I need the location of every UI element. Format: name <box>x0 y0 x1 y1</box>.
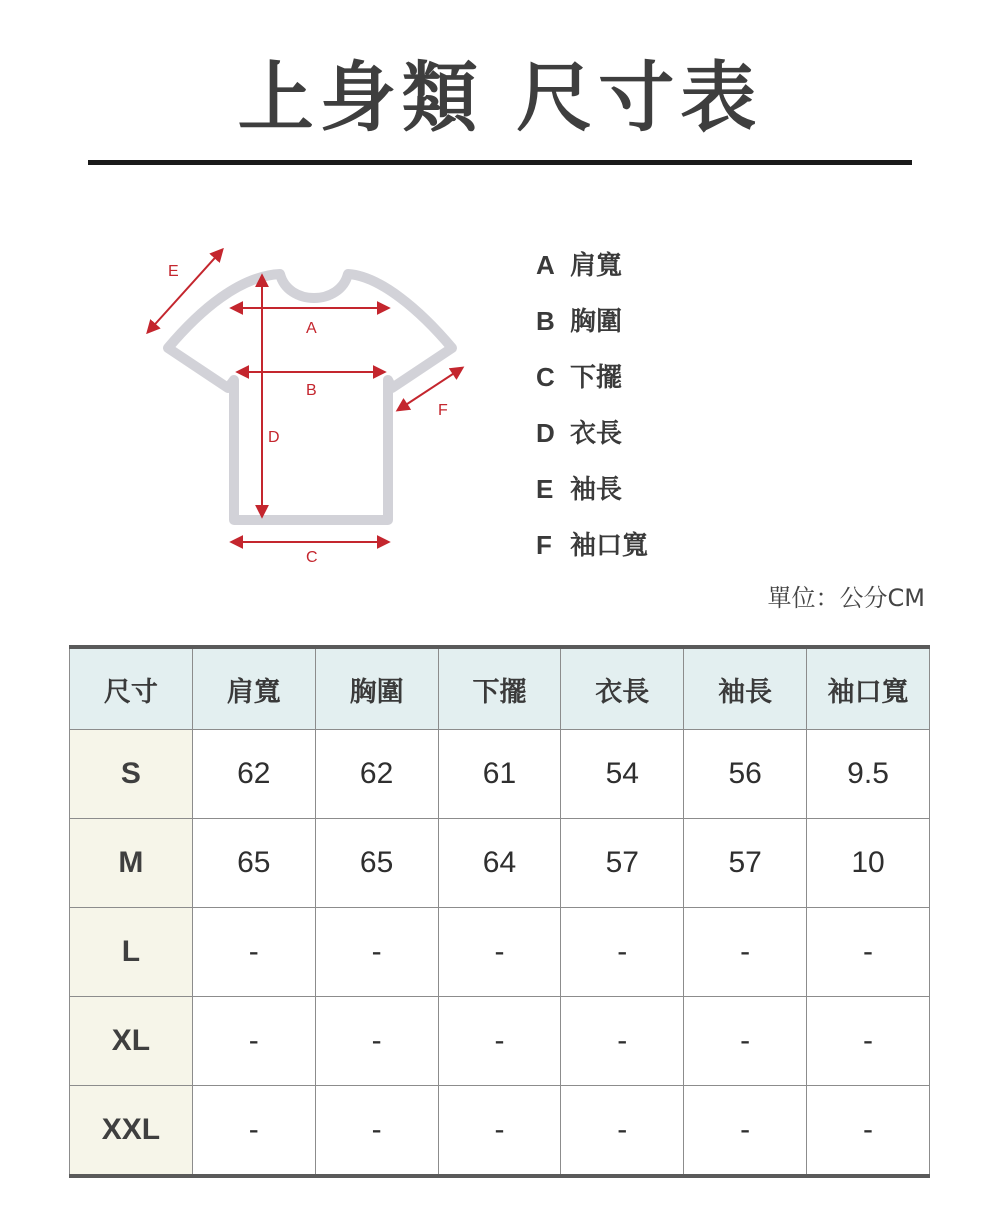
header-chest: 胸圍 <box>315 647 438 730</box>
table-cell: - <box>561 997 684 1086</box>
table-cell: 54 <box>561 730 684 819</box>
legend-item: F 袖口寬 <box>536 530 649 561</box>
table-cell: - <box>315 908 438 997</box>
table-cell: - <box>315 1086 438 1177</box>
header-shoulder: 肩寬 <box>192 647 315 730</box>
table-cell: - <box>315 997 438 1086</box>
table-cell: 57 <box>561 819 684 908</box>
size-cell: XL <box>70 997 193 1086</box>
size-cell: XXL <box>70 1086 193 1177</box>
legend-item: B 胸圍 <box>536 306 623 337</box>
table-cell: - <box>192 1086 315 1177</box>
legend-item: E 袖長 <box>536 474 623 505</box>
table-cell: - <box>807 908 930 997</box>
label-d: D <box>268 429 280 446</box>
size-cell: L <box>70 908 193 997</box>
table-cell: - <box>807 997 930 1086</box>
table-cell: 62 <box>315 730 438 819</box>
table-row <box>70 1086 930 1177</box>
size-cell: M <box>70 819 193 908</box>
legend-item: A 肩寬 <box>536 250 623 281</box>
measure-e-line <box>148 250 222 332</box>
label-a: A <box>306 320 317 337</box>
table-cell: - <box>438 997 561 1086</box>
legend-item: D 衣長 <box>536 418 623 449</box>
header-cuff: 袖口寬 <box>807 647 930 730</box>
page-title: 上身類 尺寸表 <box>237 53 763 142</box>
unit-note: 單位：公分CM <box>767 584 925 612</box>
size-table <box>69 645 930 1178</box>
table-cell: - <box>438 1086 561 1177</box>
table-header-row <box>70 647 930 730</box>
table-row <box>70 908 930 997</box>
size-cell: S <box>70 730 193 819</box>
label-e: E <box>168 263 179 280</box>
table-cell: - <box>807 1086 930 1177</box>
table-cell: 65 <box>192 819 315 908</box>
table-cell: - <box>192 908 315 997</box>
table-row <box>70 819 930 908</box>
label-c: C <box>306 549 318 566</box>
legend-item: C 下擺 <box>536 362 623 393</box>
table-cell: 9.5 <box>807 730 930 819</box>
label-b: B <box>306 382 317 399</box>
table-row <box>70 730 930 819</box>
header-length: 衣長 <box>561 647 684 730</box>
measurement-legend <box>536 247 836 583</box>
table-cell: 61 <box>438 730 561 819</box>
title-divider <box>88 160 912 165</box>
table-cell: 62 <box>192 730 315 819</box>
table-cell: - <box>192 997 315 1086</box>
table-cell: - <box>561 1086 684 1177</box>
table-cell: - <box>684 997 807 1086</box>
header-size: 尺寸 <box>70 647 193 730</box>
table-cell: 10 <box>807 819 930 908</box>
table-cell: - <box>684 908 807 997</box>
header-sleeve: 袖長 <box>684 647 807 730</box>
table-cell: 65 <box>315 819 438 908</box>
table-row <box>70 997 930 1086</box>
table-cell: 64 <box>438 819 561 908</box>
table-cell: - <box>561 908 684 997</box>
tshirt-diagram <box>130 230 490 580</box>
table-cell: 57 <box>684 819 807 908</box>
table-cell: - <box>684 1086 807 1177</box>
table-cell: 56 <box>684 730 807 819</box>
table-cell: - <box>438 908 561 997</box>
header-hem: 下擺 <box>438 647 561 730</box>
label-f: F <box>438 402 448 419</box>
